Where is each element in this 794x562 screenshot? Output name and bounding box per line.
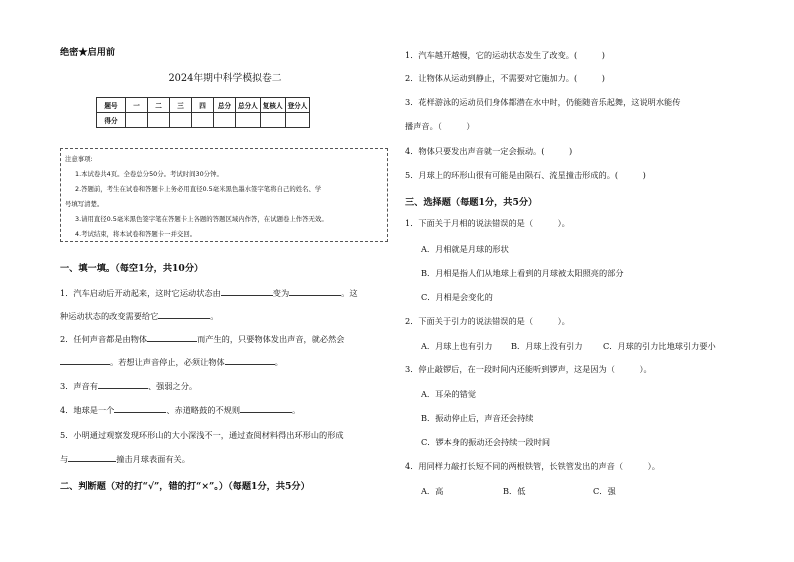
notice-box [60,148,388,242]
left-column [60,0,390,562]
question-text: 2．任何声音都是由物体 [60,334,148,344]
right-column [405,0,785,562]
notice-item: 2.答题前，考生在试卷和答题卡上务必用直径0.5毫米黑色墨水签字笔将自己的姓名、学 [75,185,322,193]
notice-item: 3.请用直径0.5毫米黑色签字笔在答题卡上各题的答题区域内作答，在试题卷上作答无效。 [75,215,328,223]
choice-option[interactable]: B．月球上没有引力 [511,341,583,351]
score-table-cell: 四 [192,98,214,113]
score-table-empty-cell [192,113,214,128]
question-fill-5: 5．小明通过观察发现环形山的大小深浅不一，通过查阅材料得出环形山的形成 [60,430,344,440]
exam-title: 2024年期中科学模拟卷二 [168,73,282,84]
choice-question: 3．停止敲锣后，在一段时间内还能听到锣声，这是因为（ ）。 [405,364,652,374]
choice-option[interactable]: A．月相就是月球的形状 [421,244,509,254]
answer-blank[interactable] [289,295,341,296]
question-text: 4．地球是一个 [60,405,115,415]
score-table-empty-cell [236,113,261,128]
question-text: 与 [60,454,69,464]
choice-option[interactable]: C．月相是会变化的 [421,292,493,302]
score-table-cell: 一 [126,98,148,113]
question-text: 撞击月球表面有关。 [116,454,190,464]
judge-question: 1．汽车越开越慢，它的运动状态发生了改变。( ) [405,50,605,60]
question-text: 3．声音有 [60,381,98,391]
answer-blank[interactable] [68,461,116,462]
choice-option[interactable]: C．锣本身的振动还会持续一段时间 [421,437,551,447]
score-table-cell: 题号 [97,98,126,113]
answer-blank[interactable] [225,364,275,365]
question-fill-1-line2 [60,311,218,322]
answer-blank[interactable] [60,364,110,365]
question-text: 。 [274,357,283,367]
question-text: 而产生的，只要物体发出声音，就必然会 [197,334,345,344]
answer-blank[interactable] [114,412,166,413]
choice-option[interactable]: A．耳朵的错觉 [421,389,477,399]
score-table-cell: 复核人 [260,98,285,113]
question-text: 1．汽车启动后开动起来，这时它运动状态由 [60,288,221,298]
score-table-cell: 总分 [214,98,236,113]
choice-option[interactable]: C．月球的引力比地球引力要小 [603,341,716,351]
choice-question: 2．下面关于引力的说法错误的是（ ）。 [405,316,570,326]
answer-blank[interactable] [158,318,210,319]
notice-item: 号填写清楚。 [65,200,104,208]
question-fill-3 [60,381,197,392]
notice-title: 注意事项: [65,155,93,163]
judge-question: 3．花样游泳的运动员们身体都潜在水中时，仍能随音乐起舞，这说明水能传 [405,97,681,107]
question-fill-1 [60,288,358,299]
judge-question: 5．月球上的环形山很有可能是由陨石、流星撞击形成的。( ) [405,170,646,180]
score-table-cell: 三 [170,98,192,113]
score-table-cell: 总分人 [236,98,261,113]
choice-option[interactable]: A．月球上也有引力 [421,341,493,351]
notice-item: 4.考试结束，将本试卷和答题卡一并交回。 [75,230,197,238]
section2-heading: 二、判断题（对的打“√”，错的打“×”。）（每题1分，共5分） [60,481,310,492]
confidential-label: 绝密★启用前 [60,47,116,58]
question-text: 。这 [341,288,358,298]
section1-heading: 一、填一填。（每空1分，共10分） [60,263,204,274]
question-fill-2 [60,334,344,345]
question-fill-5-line2 [60,454,190,465]
score-table [96,97,310,128]
question-text: 、强弱之分。 [147,381,198,391]
score-table-empty-cell [148,113,170,128]
score-table-empty-cell [170,113,192,128]
question-text: 、赤道略鼓的不规则 [166,405,241,415]
score-table-score-row [97,113,310,128]
answer-blank[interactable] [240,412,292,413]
choice-question: 4．用同样力敲打长短不同的两根铁管，长铁管发出的声音（ ）。 [405,461,660,471]
score-table-empty-cell [214,113,236,128]
score-table-empty-cell [260,113,285,128]
choice-option[interactable]: B．振动停止后，声音还会持续 [421,413,534,423]
judge-question: 2．让物体从运动到静止，不需要对它施加力。( ) [405,73,605,83]
question-fill-2-line2 [60,357,283,368]
question-text: 。若想让声音停止，必须让物体 [110,357,225,367]
question-text: 种运动状态的改变需要给它 [60,311,159,321]
choice-option[interactable]: B．低 [503,486,526,496]
section3-heading: 三、选择题（每题1分，共5分） [405,197,538,208]
choice-option[interactable]: C．强 [593,486,616,496]
score-table-cell: 得分 [97,113,126,128]
notice-item: 1.本试卷共4页。全卷总分50分。考试时间30分钟。 [75,170,223,178]
score-table-header-row [97,98,310,113]
score-table-empty-cell [126,113,148,128]
choice-option[interactable]: A．高 [421,486,444,496]
score-table-cell: 二 [148,98,170,113]
answer-blank[interactable] [221,295,273,296]
score-table-cell: 登分人 [285,98,310,113]
score-table-empty-cell [285,113,310,128]
question-fill-4 [60,405,300,416]
answer-blank[interactable] [98,388,148,389]
choice-question: 1．下面关于月相的说法错误的是（ ）。 [405,218,570,228]
choice-option[interactable]: B．月相是指人们从地球上看到的月球被太阳照亮的部分 [421,268,624,278]
judge-question: 4．物体只要发出声音就一定会振动。( ) [405,146,573,156]
question-text: 变为 [272,288,290,298]
judge-question: 播声音。（ ） [405,121,475,131]
question-text: 。 [292,405,301,415]
question-text: 。 [210,311,219,321]
answer-blank[interactable] [147,341,197,342]
